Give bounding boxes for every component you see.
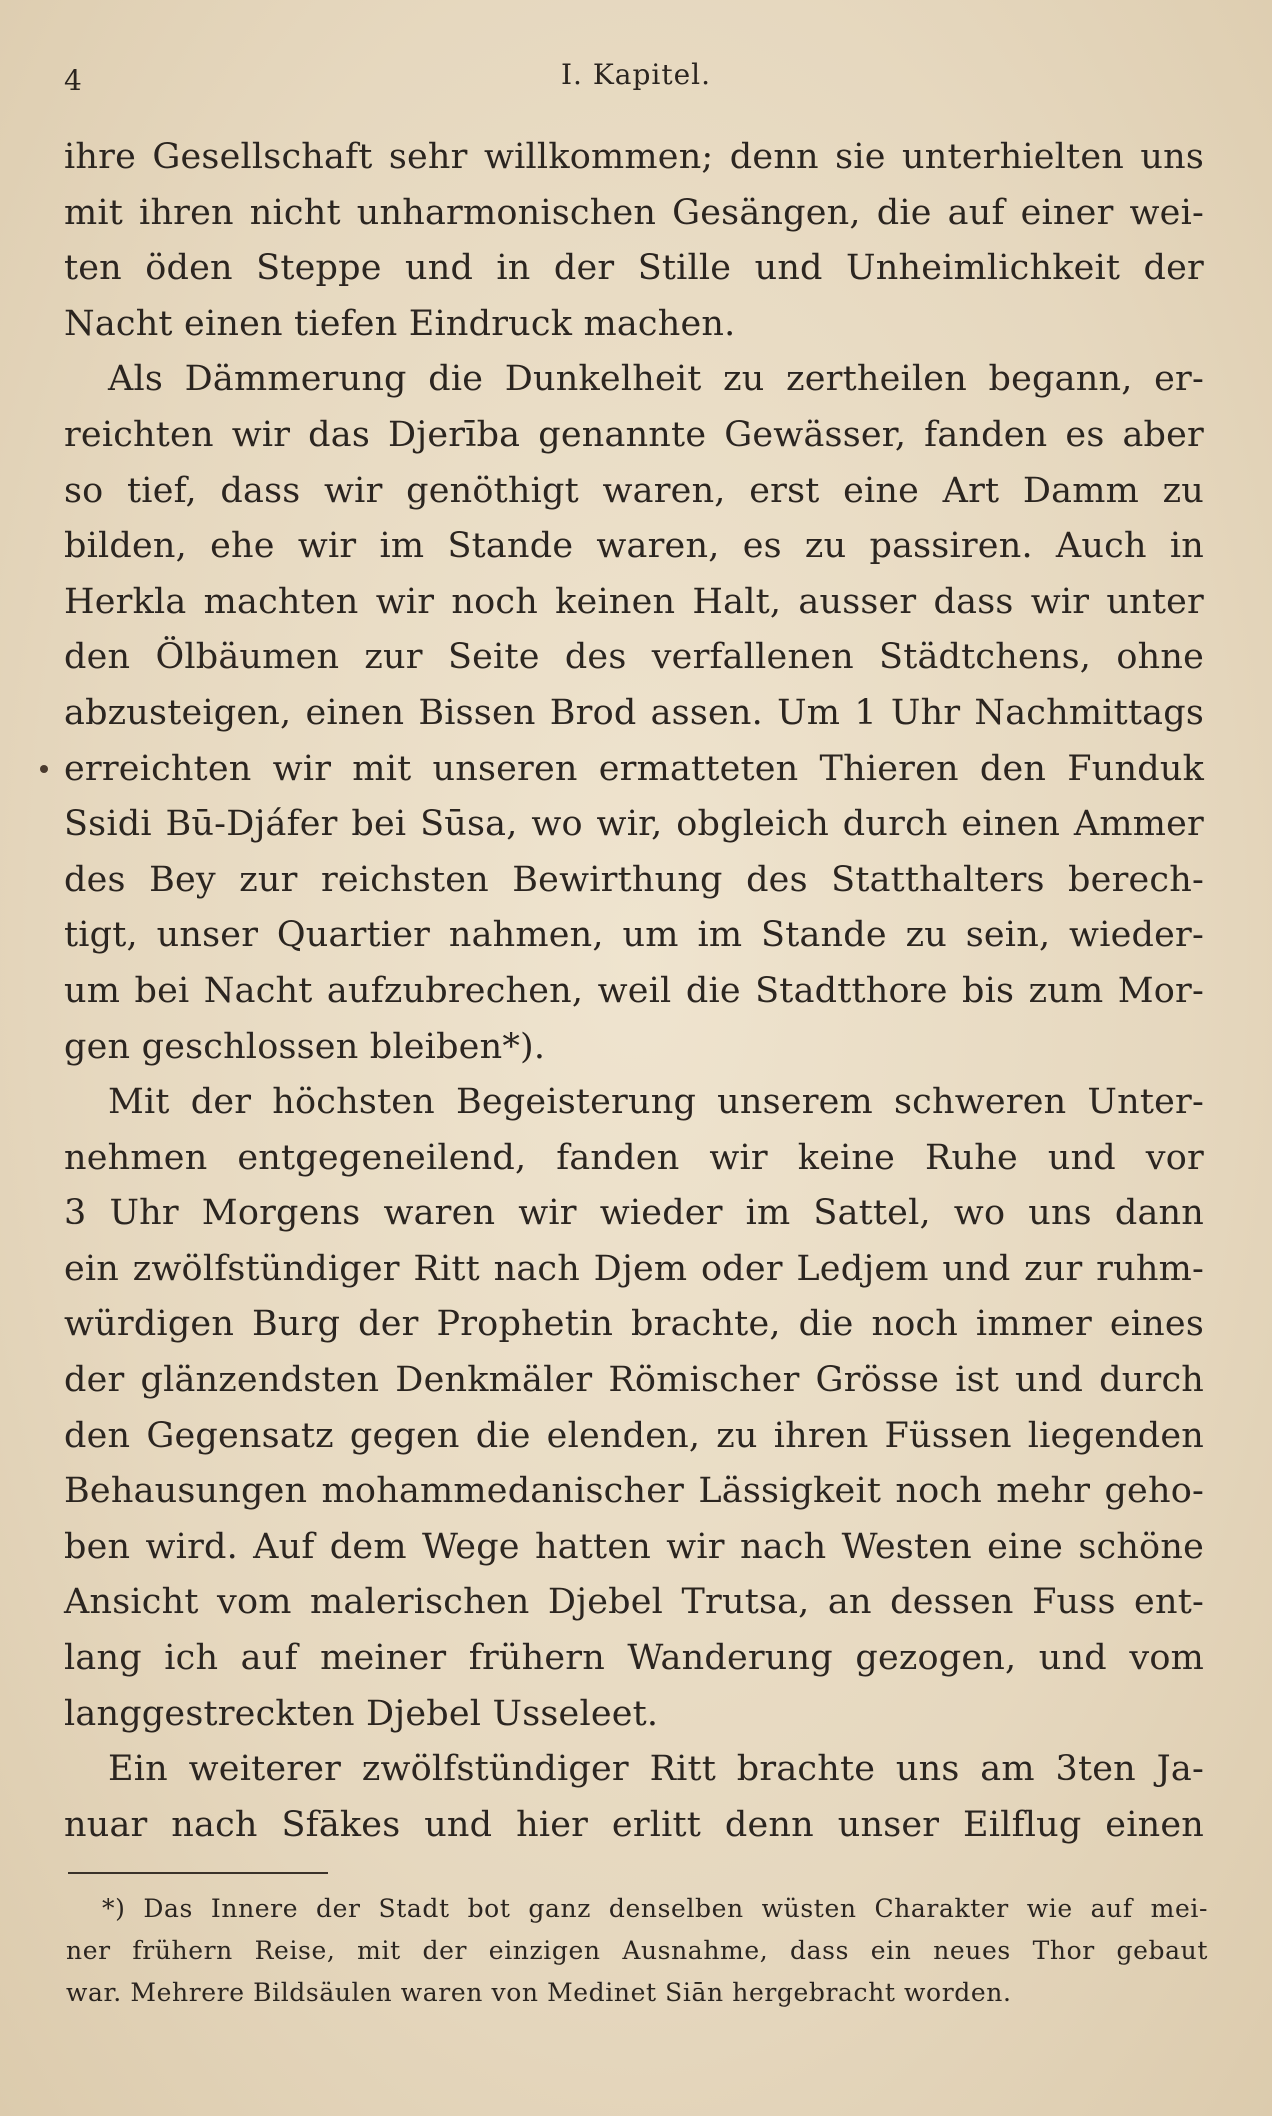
body-line: der glänzendsten Denkmäler Römischer Grösse ist und durch — [64, 1360, 1204, 1401]
body-line: Herkla machten wir noch keinen Halt, ausser dass wir unter — [64, 581, 1204, 622]
body-line: den Gegensatz gegen die elenden, zu ihren Füssen liegenden — [64, 1415, 1204, 1456]
body-line: bilden, ehe wir im Stande waren, es zu passiren. Auch in — [64, 526, 1204, 567]
body-line: so tief, dass wir genöthigt waren, erst eine Art Damm zu — [64, 470, 1204, 511]
body-line: des Bey zur reichsten Bewirthung des Statthalters berech- — [64, 859, 1204, 900]
body-line: würdigen Burg der Prophetin brachte, die noch immer eines — [64, 1304, 1204, 1345]
body-line: reichten wir das Djerība genannte Gewässer, fanden es aber — [64, 414, 1204, 455]
body-line: 3 Uhr Morgens waren wir wieder im Sattel, wo uns dann — [64, 1193, 1204, 1234]
body-line: ten öden Steppe und in der Stille und Unheimlichkeit der — [64, 248, 1204, 289]
margin-dot-mark — [40, 765, 48, 773]
footnote-line: ner frühern Reise, mit der einzigen Ausnahme, dass ein neues Thor gebaut — [66, 1936, 1208, 1965]
page-number: 4 — [64, 64, 82, 97]
body-line: langgestreckten Djebel Usseleet. — [64, 1693, 659, 1734]
body-text — [64, 130, 1204, 1853]
footnote-line: *) Das Innere der Stadt bot ganz denselben wüsten Charakter wie auf mei- — [102, 1894, 1208, 1923]
body-line: Behausungen mohammedanischer Lässigkeit noch mehr geho- — [64, 1471, 1204, 1512]
footnote-line: war. Mehrere Bildsäulen waren von Medinet Siān hergebracht worden. — [66, 1978, 1012, 2007]
body-line: Mit der höchsten Begeisterung unserem schweren Unter- — [108, 1082, 1204, 1123]
body-line: tigt, unser Quartier nahmen, um im Stande zu sein, wieder- — [64, 915, 1204, 956]
page-header — [62, 58, 1210, 98]
body-line: gen geschlossen bleiben*). — [64, 1026, 546, 1067]
body-line: lang ich auf meiner frühern Wanderung gezogen, und vom — [64, 1638, 1204, 1679]
running-head: I. Kapitel. — [560, 58, 712, 91]
footnote-divider — [68, 1872, 328, 1874]
body-line: nehmen entgegeneilend, fanden wir keine Ruhe und vor — [64, 1137, 1204, 1178]
body-line: den Ölbäumen zur Seite des verfallenen Städtchens, ohne — [64, 637, 1204, 678]
body-line: abzusteigen, einen Bissen Brod assen. Um 1 Uhr Nachmittags — [64, 692, 1204, 733]
body-line: ben wird. Auf dem Wege hatten wir nach Westen eine schöne — [64, 1526, 1204, 1567]
body-line: ihre Gesellschaft sehr willkommen; denn sie unterhielten uns — [64, 137, 1204, 177]
body-line: Als Dämmerung die Dunkelheit zu zertheilen begann, er- — [108, 359, 1204, 400]
body-line: nuar nach Sfākes und hier erlitt denn unser Eilflug einen — [64, 1804, 1204, 1845]
body-line: mit ihren nicht unharmonischen Gesängen, die auf einer wei- — [64, 192, 1204, 233]
body-line: erreichten wir mit unseren ermatteten Thieren den Funduk — [64, 748, 1204, 789]
body-line: ein zwölfstündiger Ritt nach Djem oder Ledjem und zur ruhm- — [64, 1248, 1204, 1289]
footnote — [66, 1888, 1208, 2014]
body-line: um bei Nacht aufzubrechen, weil die Stadtthore bis zum Mor- — [64, 970, 1204, 1011]
body-line: Nacht einen tiefen Eindruck machen. — [64, 303, 736, 344]
body-line: Ssidi Bū-Djáfer bei Sūsa, wo wir, obgleich durch einen Ammer — [64, 804, 1204, 845]
body-line: Ein weiterer zwölfstündiger Ritt brachte uns am 3ten Ja- — [108, 1749, 1204, 1790]
body-line: Ansicht vom malerischen Djebel Trutsa, an dessen Fuss ent- — [64, 1582, 1204, 1623]
